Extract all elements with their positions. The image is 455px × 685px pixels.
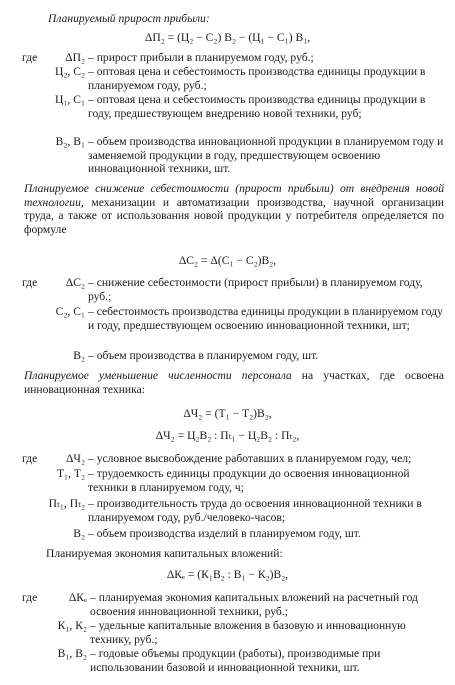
formula-profit-growth: ΔП₂ = (Ц₂ − С₂) В₂ − (Ц₁ − С₁) В₁,	[144, 31, 311, 44]
definition-symbol: В₂	[73, 349, 85, 362]
paragraph-text: на участках, где освоена инновационная техника:	[24, 369, 444, 396]
definition-text: – удельные капитальные вложения в базовую и инновационную технику, руб.;	[90, 619, 406, 646]
where-word: где	[22, 276, 38, 289]
definition-symbol: Т₁, Т₂	[56, 467, 85, 480]
definition-symbol: Ц₁, С₁	[55, 93, 85, 106]
definition-text: – трудоемкость единицы продукции до освоения инновационной техники в планируемом году, ч;	[88, 467, 410, 494]
formula-cost-reduction: ΔС₂ = Δ(С₁ − С₂)В₂,	[178, 254, 277, 267]
definition-text: – объем производства изделий в планируемом году, шт.	[88, 527, 361, 540]
paragraph-capital-savings: Планируемая экономия капитальных вложений:	[46, 547, 283, 560]
definition-text: – объем производства инновационной продукции в планируемом году и заменяемой продукции в году, предшествующем освоению инновационной техники, шт.	[88, 135, 444, 176]
italic-phrase: от внедрения новой технологии,	[24, 182, 445, 209]
italic-phrase: Планируемое уменьшение численности персонала	[24, 369, 292, 382]
definition-text: – годовые объемы продукции (работы), производимые при использовании базовой и инновационной техники, шт.	[90, 647, 381, 674]
definition-symbol: В₁, В₂	[57, 647, 87, 660]
where-word: где	[22, 452, 38, 465]
definition-symbol: Пₜ₁, Пₜ₂	[48, 497, 85, 510]
paragraph-staff-reduction	[24, 369, 444, 396]
definition-text: – производительность труда до освоения инновационной техники в планируемом году, руб./человеко-часов;	[88, 497, 422, 524]
definition-text: – планируемая экономия капитальных вложений на расчетный год освоения инновационной техники, руб.;	[90, 591, 418, 618]
definition-symbol: В₂	[73, 527, 85, 540]
definition-text: – прирост прибыли в планируемом году, руб.;	[88, 51, 314, 64]
definition-symbol: ΔЧ₂	[65, 452, 85, 465]
definition-symbol: ΔС₂	[65, 276, 85, 289]
definition-symbol: ΔКₑ	[68, 591, 87, 604]
paragraph-cost-reduction	[24, 182, 444, 236]
formula-staff-reduction-2: ΔЧ₂ = Ц₂В₂ : Пₜ₁ − Ц₂В₂ : Пₜ₂,	[155, 429, 300, 442]
definition-text: – условное высвобождение работавших в планируемом году, чел;	[88, 452, 412, 465]
formula-capital-savings: ΔКₑ = (К₁В₂ : В₁ − К₂)В₂,	[166, 568, 289, 581]
definition-symbol: В₂, В₁	[55, 135, 85, 148]
definition-text: – снижение себестоимости (прирост прибыли) в планируемом году, руб.;	[88, 276, 423, 303]
definition-symbol: К₁, К₂	[57, 619, 87, 632]
definition-symbol: С₂, С₁	[55, 305, 85, 318]
where-word: где	[22, 591, 38, 604]
definition-symbol: Ц₂, С₂	[55, 65, 85, 78]
definition-text: – себестоимость производства единицы продукции в планируемом году и году, предшествующем освоению инновационной техники, шт;	[88, 305, 443, 332]
italic-phrase: Планируемое снижение себестоимости (прирост прибыли)	[24, 182, 334, 195]
definition-text: – объем производства в планируемом году, шт.	[88, 349, 319, 362]
where-word: где	[22, 51, 38, 64]
definition-text: – оптовая цена и себестоимость производства единицы продукции в планируемом году, руб.;	[88, 65, 426, 92]
formula-staff-reduction-1: ΔЧ₂ = (Т₁ − Т₂)В₂,	[183, 407, 272, 420]
definition-symbol: ΔП₂	[65, 51, 85, 64]
definition-text: – оптовая цена и себестоимость производства единицы продукции в году, предшествующем внедрению новой техники, руб;	[88, 93, 426, 120]
heading-profit-growth: Планируемый прирост прибыли:	[48, 12, 210, 25]
paragraph-text: механизации и автоматизации производства, научной организации труда, а также от использования новой продукции у потребителя определяется по формуле	[24, 195, 444, 236]
